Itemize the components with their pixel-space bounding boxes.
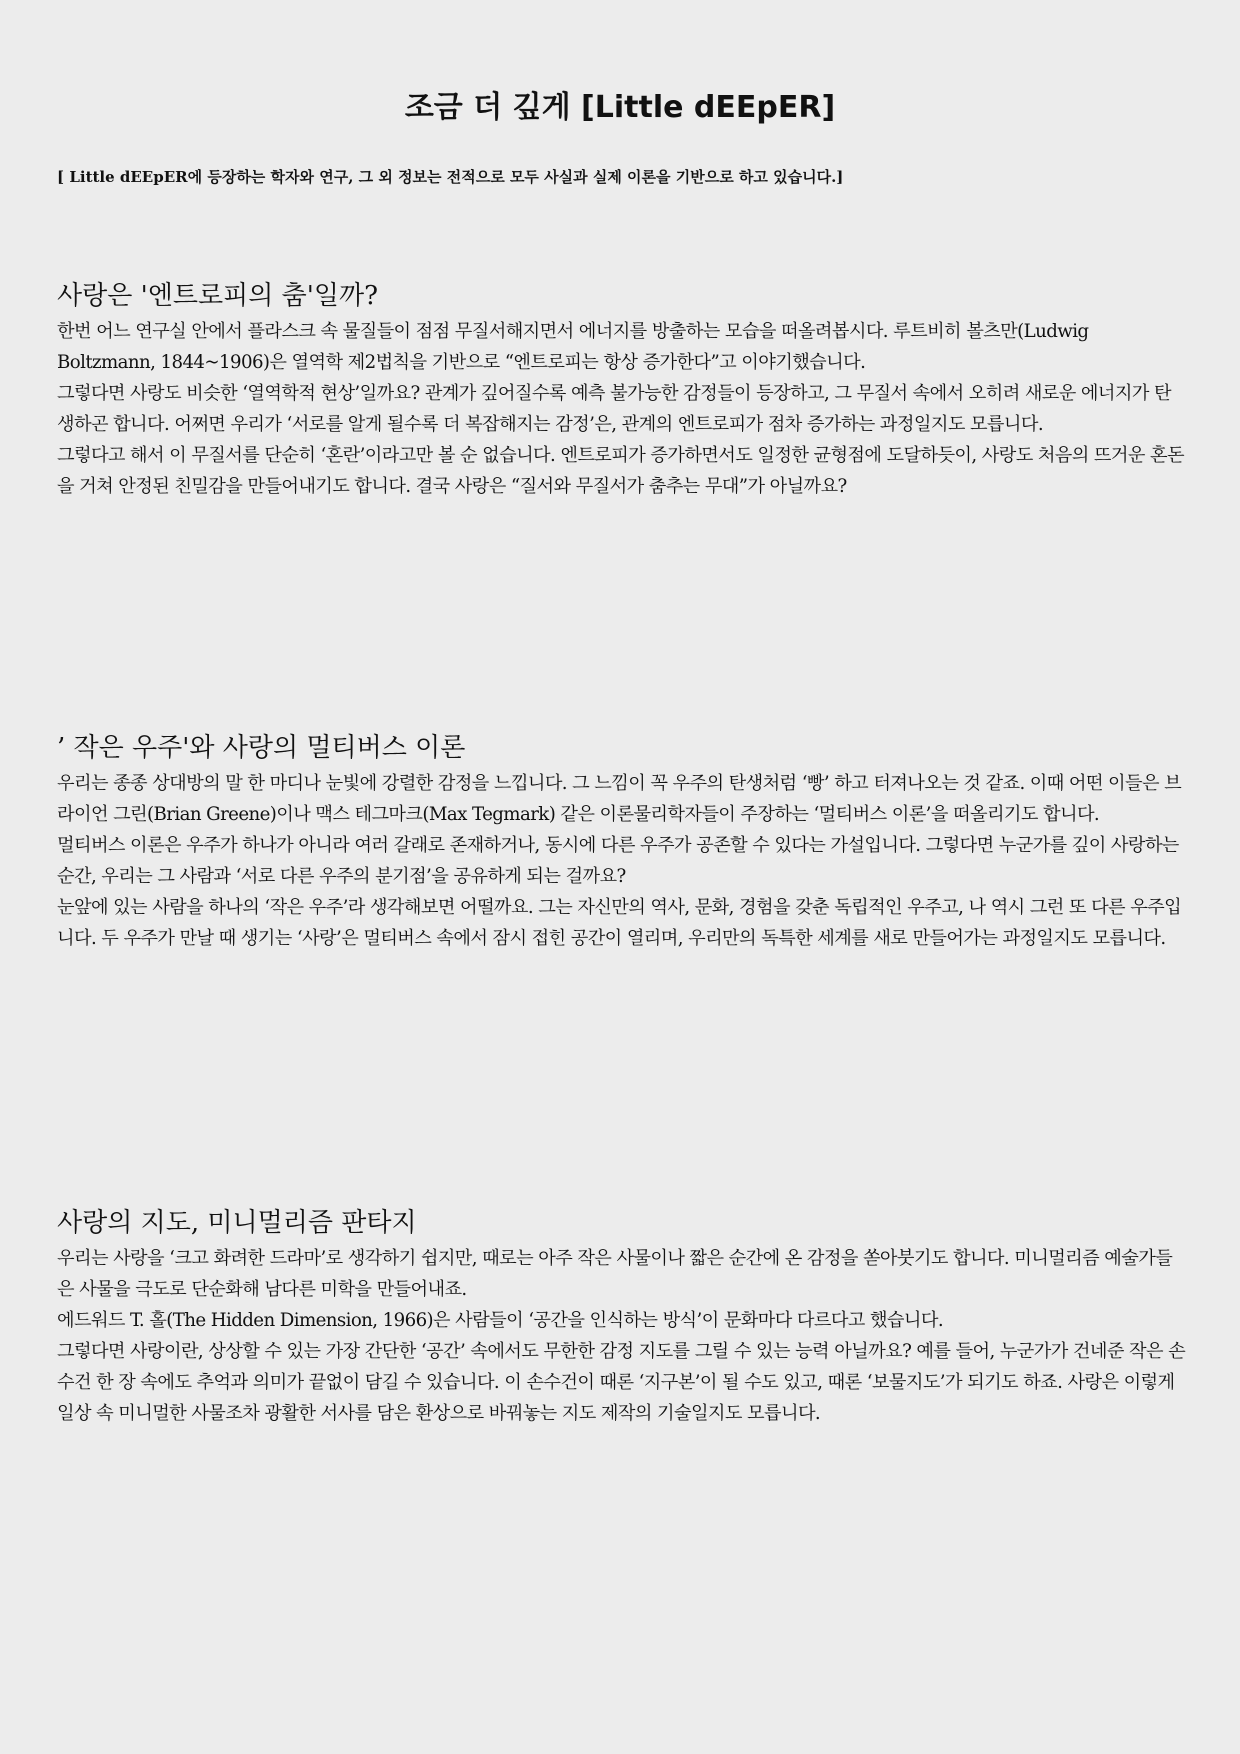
section-heading: 사랑은 '엔트로피의 춤'일까? bbox=[57, 281, 379, 311]
disclaimer-note: [ Little dEEpER에 등장하는 학자와 연구, 그 외 정보는 전적으로 모두 사실과 실제 이론을 기반으로 하고 있습니다.] bbox=[57, 168, 844, 186]
paragraph: 그렇다면 사랑이란, 상상할 수 있는 가장 간단한 ‘공간’ 속에서도 무한한 감정 지도를 그릴 수 있는 능력 아닐까요? 예를 들어, 누군가가 건네준 작은 손수건 한 장 속에도 추억과 의미가 끝없이 담길 수 있습니다. 이 손수건이 때론 ‘지구본’이 될 수도 있고, 때론 ‘보물지도’가 되기도 하죠. 사랑은 이렇게 일상 속 미니멀한 사물조차 광활한 서사를 담은 환상으로 바꿔놓는 지도 제작의 기술일지도 모릅니다. bbox=[57, 1341, 1186, 1424]
paragraph: 우리는 종종 상대방의 말 한 마디나 눈빛에 강렬한 감정을 느낍니다. 그 느낌이 꼭 우주의 탄생처럼 ‘빵’ 하고 터져나오는 것 같죠. 이때 어떤 이들은 브라이언 그린(Brian Greene)이나 맥스 테그마크(Max Tegmark) 같은 이론물리학자들이 주장하는 ‘멀티버스 이론’을 떠올리기도 합니다. bbox=[57, 773, 1182, 825]
section-entropy bbox=[57, 276, 1187, 502]
section-heading: 사랑의 지도, 미니멀리즘 판타지 bbox=[57, 1208, 417, 1238]
paragraph: 그렇다고 해서 이 무질서를 단순히 ‘혼란’이라고만 볼 순 없습니다. 엔트로피가 증가하면서도 일정한 균형점에 도달하듯이, 사랑도 처음의 뜨거운 혼돈을 거쳐 안정된 친밀감을 만들어내기도 합니다. 결국 사랑은 “질서와 무질서가 춤추는 무대”가 아닐까요? bbox=[57, 445, 1184, 497]
paragraph: 그렇다면 사랑도 비슷한 ‘열역학적 현상’일까요? 관계가 깊어질수록 예측 불가능한 감정들이 등장하고, 그 무질서 속에서 오히려 새로운 에너지가 탄생하곤 합니다. 어쩌면 우리가 ‘서로를 알게 될수록 더 복잡해지는 감정’은, 관계의 엔트로피가 점차 증가하는 과정일지도 모릅니다. bbox=[57, 383, 1171, 435]
section-multiverse bbox=[57, 728, 1187, 954]
section-minimalism bbox=[57, 1203, 1187, 1429]
paragraph: 멀티버스 이론은 우주가 하나가 아니라 여러 갈래로 존재하거나, 동시에 다른 우주가 공존할 수 있다는 가설입니다. 그렇다면 누군가를 깊이 사랑하는 순간, 우리는 그 사람과 ‘서로 다른 우주의 분기점’을 공유하게 되는 걸까요? bbox=[57, 835, 1179, 887]
paragraph: 에드워드 T. 홀(The Hidden Dimension, 1966)은 사람들이 ‘공간을 인식하는 방식’이 문화마다 다르다고 했습니다. bbox=[57, 1310, 944, 1331]
paragraph: 우리는 사랑을 ‘크고 화려한 드라마’로 생각하기 쉽지만, 때로는 아주 작은 사물이나 짧은 순간에 온 감정을 쏟아붓기도 합니다. 미니멀리즘 예술가들은 사물을 극도로 단순화해 남다른 미학을 만들어내죠. bbox=[57, 1248, 1173, 1300]
paragraph: 눈앞에 있는 사람을 하나의 ‘작은 우주’라 생각해보면 어떨까요. 그는 자신만의 역사, 문화, 경험을 갖춘 독립적인 우주고, 나 역시 그런 또 다른 우주입니다. 두 우주가 만날 때 생기는 ‘사랑’은 멀티버스 속에서 잠시 접힌 공간이 열리며, 우리만의 독특한 세계를 새로 만들어가는 과정일지도 모릅니다. bbox=[57, 897, 1182, 949]
document-title: 조금 더 깊게 [Little dEEpER] bbox=[404, 90, 836, 125]
section-heading: ’ 작은 우주'와 사랑의 멀티버스 이론 bbox=[57, 733, 466, 763]
paragraph: 한번 어느 연구실 안에서 플라스크 속 물질들이 점점 무질서해지면서 에너지를 방출하는 모습을 떠올려봅시다. 루트비히 볼츠만(Ludwig Boltzmann, 1844~1906)은 열역학 제2법칙을 기반으로 “엔트로피는 항상 증가한다”고 이야기했습니다. bbox=[57, 321, 1089, 373]
